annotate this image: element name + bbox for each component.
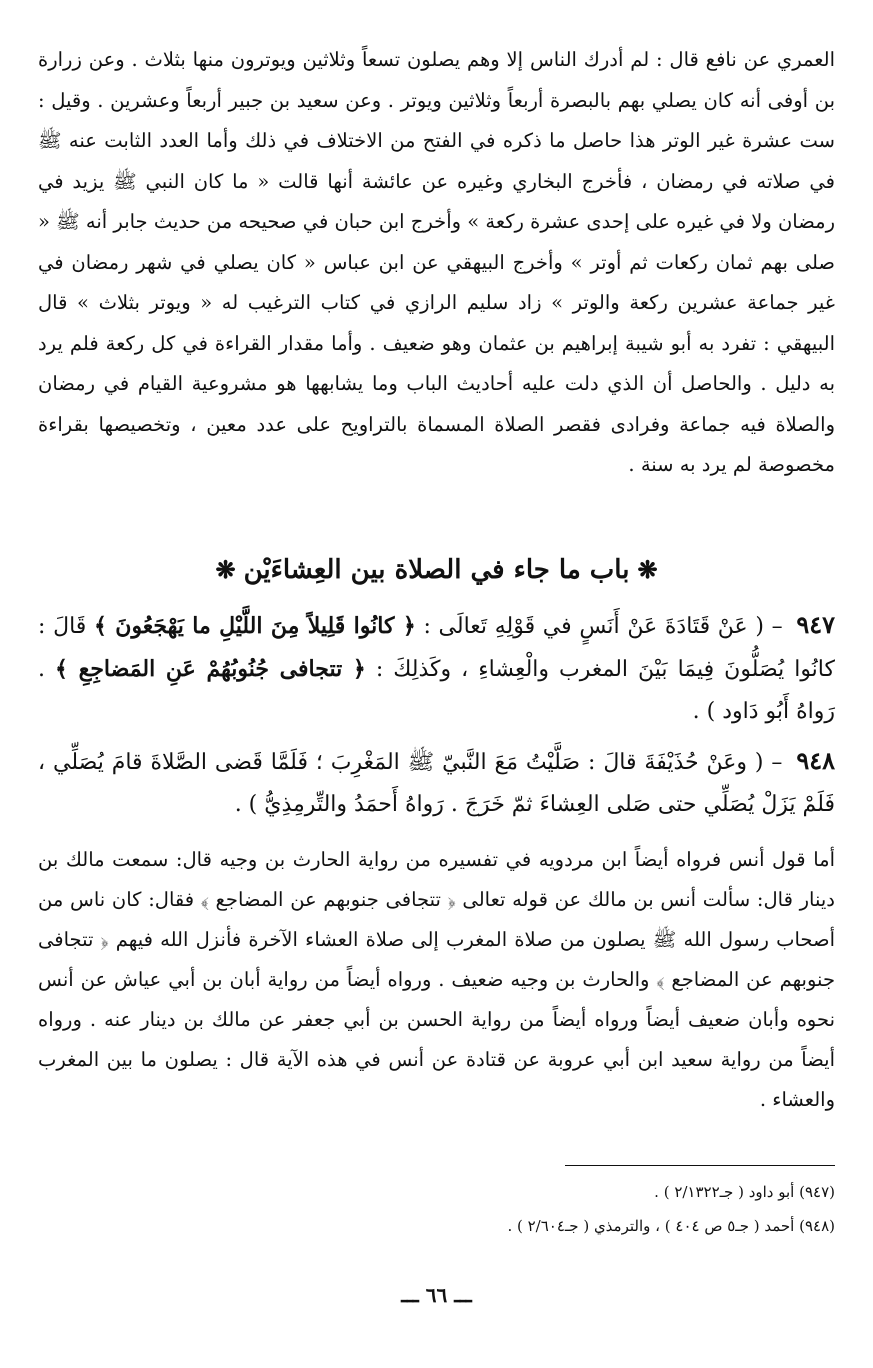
star-ornament-icon: ❋ [215,555,236,584]
hadith-number: ٩٤٨ [796,746,835,775]
footnote-divider [565,1165,835,1166]
page-body [38,40,835,1160]
intro-paragraph: العمري عن نافع قال : لم أدرك الناس إلا وهم يصلون تسعاً وثلاثين ويوترون منها بثلاث . وعن زرارة بن أوفى أنه كان يصلي بهم بالبصرة أربعاً وثلاثين ويوتر . وعن سعيد بن جبير أربعاً وعشرين . وقيل : ست عشرة غير الوتر هذا حاصل ما ذكره في الفتح من الاختلاف في ذلك وأما العدد الثابت عنه ﷺ في صلاته في رمضان ، فأخرج البخاري وغيره عن عائشة أنها قالت « ما كان النبي ﷺ يزيد في رمضان ولا في غيره على إحدى عشرة ركعة » وأخرج ابن حبان في صحيحه من حديث جابر أنه ﷺ « صلى بهم ثمان ركعات ثم أوتر » وأخرج البيهقي عن ابن عباس « كان يصلي في شهر رمضان في غير جماعة عشرين ركعة والوتر » زاد سليم الرازي في كتاب الترغيب له « ويوتر بثلاث » قال البيهقي : تفرد به أبو شيبة إبراهيم بن عثمان وهو ضعيف . وأما مقدار القراءة في كل ركعة فلم يرد به دليل . والحاصل أن الذي دلت عليه أحاديث الباب وما يشابهها هو مشروعية القيام في رمضان والصلاة فيه جماعة وفرادى فقصر الصلاة المسماة بالتراويح على عدد معين ، وتخصيصها بقراءة مخصوصة لم يرد به سنة . [38,48,835,476]
hadith-text: قَالَ : كانُوا يُصَلُّونَ فِيمَا بَيْنَ المغرب والْعِشاءِ ، وكَذلِكَ : [38,614,835,682]
hadith-947 [38,604,835,728]
hadith-number: ٩٤٧ [796,610,836,639]
hadith-948 [38,740,835,826]
section-title [38,548,835,598]
footnote-948: (٩٤٨) أحمد ( جـ٥ ص ٤٠٤ ) ، والترمذي ( جـ٢/٦٠٤ ) . [507,1217,835,1235]
footnote-947: (٩٤٧) أبو داود ( جـ٢/١٣٢٢ ) . [654,1183,835,1201]
star-ornament-icon: ❋ [637,555,658,584]
page-number: ـــ ٦٦ ـــ [401,1283,472,1307]
quran-verse: ﴿ تتجافى جُنُوبُهُمْ عَنِ المَضاجِعِ ﴾ [55,656,366,682]
hadith-text: – ( وعَنْ حُذَيْفَةَ قالَ : صَلَّيْتُ مَعَ النَّبيّ ﷺ المَغْرِبَ ؛ فَلَمَّا قَضى الصَّلاةَ قامَ يُصَلِّي ، فَلَمْ يَزَلْ يُصَلِّي حتى صَلى العِشاءَ ثمّ خَرَجَ . رَواهُ أَحمَدُ والتِّرمِذِيُّ ) . [38,750,835,817]
hadith-text: – ( عَنْ قَتَادَةَ عَنْ أَنَسٍ في قَوْلِهِ تَعالَى : [423,614,783,639]
section-title-text: باب ما جاء في الصلاة بين العِشاءَيْن [243,555,630,585]
hadith-citation: . رَواهُ أَبُو دَاود ) . [38,657,835,724]
commentary-paragraph: أما قول أنس فرواه أيضاً ابن مردويه في تفسيره من رواية الحارث بن وجيه قال: سمعت مالك بن دينار قال: سألت أنس بن مالك عن قوله تعالى ﴿ تتجافى جنوبهم عن المضاجع ﴾ فقال: كان ناس من أصحاب رسول الله ﷺ يصلون من صلاة المغرب إلى صلاة العشاء الآخرة فأنزل الله فيهم ﴿ تتجافى جنوبهم عن المضاجع ﴾ والحارث بن وجيه ضعيف . ورواه أيضاً من رواية أبان بن أبي عياش عن أنس نحوه وأبان ضعيف أيضاً ورواه أيضاً من رواية الحسن بن أبي جعفر عن مالك بن دينار عنه . ورواه أيضاً من رواية سعيد ابن أبي عروبة عن قتادة عن أنس في هذه الآية قال : يصلون ما بين المغرب والعشاء . [38,848,835,1111]
footnotes [38,1175,835,1243]
quran-verse: ﴿ كانُوا قَلِيلاً مِنَ اللَّيْلِ ما يَهْجَعُونَ ﴾ [94,613,416,639]
